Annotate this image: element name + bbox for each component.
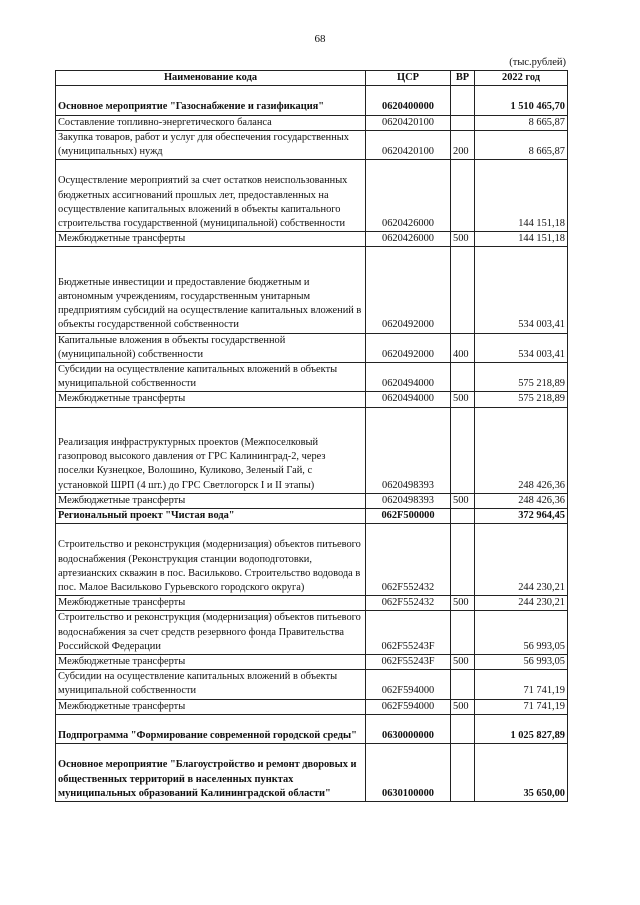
row-sum: 1 510 465,70 bbox=[475, 86, 568, 115]
header-sum: 2022 год bbox=[475, 71, 568, 86]
row-csr: 0620492000 bbox=[366, 333, 451, 362]
table-row bbox=[56, 130, 568, 159]
row-sum: 144 151,18 bbox=[475, 160, 568, 232]
row-name: Строительство и реконструкция (модернизация) объектов питьевого водоснабжения (Реконструкция станции водоподготовки, артезианских скважин в пос. Васильково. Строительство водовода в пос. Малое Васильково Гурьевского городского округа) bbox=[56, 524, 366, 596]
row-csr: 0620400000 bbox=[366, 86, 451, 115]
row-name: Основное мероприятие "Газоснабжение и газификация" bbox=[56, 86, 366, 115]
row-vr bbox=[451, 160, 475, 232]
row-vr bbox=[451, 744, 475, 802]
header-row bbox=[56, 71, 568, 86]
table-row bbox=[56, 714, 568, 743]
row-sum: 35 650,00 bbox=[475, 744, 568, 802]
row-name: Межбюджетные трансферты bbox=[56, 596, 366, 611]
table-row bbox=[56, 86, 568, 115]
row-vr bbox=[451, 247, 475, 333]
row-vr bbox=[451, 714, 475, 743]
row-name: Реализация инфраструктурных проектов (Межпоселковый газопровод высокого давления от ГРС Калининград-2, через поселки Кузнецкое, Волошино, Куликово, Зеленый Гай, с установкой ШРП (4 шт.) до ГРС Светлогорск I и II этапы) bbox=[56, 407, 366, 493]
row-sum: 56 993,05 bbox=[475, 611, 568, 655]
row-name: Основное мероприятие "Благоустройство и ремонт дворовых и общественных территорий в населенных пунктах муниципальных образований Калининградской области" bbox=[56, 744, 366, 802]
row-name: Межбюджетные трансферты bbox=[56, 392, 366, 407]
table-row bbox=[56, 407, 568, 493]
row-sum: 244 230,21 bbox=[475, 524, 568, 596]
row-vr: 500 bbox=[451, 596, 475, 611]
row-csr: 0620420100 bbox=[366, 130, 451, 159]
row-name: Региональный проект "Чистая вода" bbox=[56, 509, 366, 524]
header-csr: ЦСР bbox=[366, 71, 451, 86]
page-number: 68 bbox=[314, 33, 326, 45]
row-vr bbox=[451, 407, 475, 493]
header-name: Наименование кода bbox=[56, 71, 366, 86]
row-csr: 0630000000 bbox=[366, 714, 451, 743]
row-csr: 062F552432 bbox=[366, 524, 451, 596]
table-row bbox=[56, 655, 568, 670]
row-name: Межбюджетные трансферты bbox=[56, 655, 366, 670]
row-sum: 534 003,41 bbox=[475, 333, 568, 362]
table-row bbox=[56, 596, 568, 611]
table-row bbox=[56, 670, 568, 699]
row-vr bbox=[451, 611, 475, 655]
row-sum: 8 665,87 bbox=[475, 115, 568, 130]
table-row bbox=[56, 115, 568, 130]
row-csr: 0620426000 bbox=[366, 232, 451, 247]
row-sum: 534 003,41 bbox=[475, 247, 568, 333]
table-row bbox=[56, 363, 568, 392]
row-sum: 575 218,89 bbox=[475, 363, 568, 392]
row-vr: 400 bbox=[451, 333, 475, 362]
table-row bbox=[56, 509, 568, 524]
table-body bbox=[56, 86, 568, 802]
row-csr: 0620498393 bbox=[366, 407, 451, 493]
row-csr: 062F55243F bbox=[366, 655, 451, 670]
budget-table bbox=[55, 70, 568, 802]
row-name: Подпрограмма "Формирование современной городской среды" bbox=[56, 714, 366, 743]
row-csr: 062F594000 bbox=[366, 670, 451, 699]
row-csr: 062F55243F bbox=[366, 611, 451, 655]
table-row bbox=[56, 611, 568, 655]
row-vr: 200 bbox=[451, 130, 475, 159]
row-vr bbox=[451, 115, 475, 130]
table-row bbox=[56, 247, 568, 333]
row-name: Строительство и реконструкция (модернизация) объектов питьевого водоснабжения за счет средств резервного фонда Правительства Российской Федерации bbox=[56, 611, 366, 655]
table-row bbox=[56, 699, 568, 714]
row-csr: 0620498393 bbox=[366, 493, 451, 508]
row-name: Закупка товаров, работ и услуг для обеспечения государственных (муниципальных) нужд bbox=[56, 130, 366, 159]
row-vr bbox=[451, 670, 475, 699]
row-vr: 500 bbox=[451, 232, 475, 247]
row-csr: 062F500000 bbox=[366, 509, 451, 524]
row-name: Субсидии на осуществление капитальных вложений в объекты муниципальной собственности bbox=[56, 363, 366, 392]
row-name: Бюджетные инвестиции и предоставление бюджетным и автономным учреждениям, государственным унитарным предприятиям субсидий на осуществление капитальных вложений в объекты государственной собственности bbox=[56, 247, 366, 333]
row-csr: 0620494000 bbox=[366, 363, 451, 392]
header-vr: ВР bbox=[451, 71, 475, 86]
row-vr bbox=[451, 524, 475, 596]
row-name: Капитальные вложения в объекты государственной (муниципальной) собственности bbox=[56, 333, 366, 362]
row-csr: 062F552432 bbox=[366, 596, 451, 611]
table-row bbox=[56, 160, 568, 232]
row-csr: 0620494000 bbox=[366, 392, 451, 407]
table-row bbox=[56, 744, 568, 802]
row-sum: 248 426,36 bbox=[475, 493, 568, 508]
row-sum: 71 741,19 bbox=[475, 699, 568, 714]
row-csr: 0620420100 bbox=[366, 115, 451, 130]
row-csr: 062F594000 bbox=[366, 699, 451, 714]
row-vr: 500 bbox=[451, 655, 475, 670]
row-csr: 0620492000 bbox=[366, 247, 451, 333]
row-vr: 500 bbox=[451, 392, 475, 407]
row-sum: 248 426,36 bbox=[475, 407, 568, 493]
row-csr: 0620426000 bbox=[366, 160, 451, 232]
row-name: Субсидии на осуществление капитальных вложений в объекты муниципальной собственности bbox=[56, 670, 366, 699]
row-sum: 244 230,21 bbox=[475, 596, 568, 611]
row-name: Составление топливно-энергетического баланса bbox=[56, 115, 366, 130]
row-vr bbox=[451, 86, 475, 115]
table-row bbox=[56, 493, 568, 508]
row-sum: 1 025 827,89 bbox=[475, 714, 568, 743]
row-sum: 56 993,05 bbox=[475, 655, 568, 670]
row-sum: 8 665,87 bbox=[475, 130, 568, 159]
units-label: (тыс.рублей) bbox=[509, 57, 566, 68]
table-row bbox=[56, 524, 568, 596]
row-name: Межбюджетные трансферты bbox=[56, 493, 366, 508]
row-sum: 71 741,19 bbox=[475, 670, 568, 699]
row-vr bbox=[451, 363, 475, 392]
row-sum: 575 218,89 bbox=[475, 392, 568, 407]
row-vr: 500 bbox=[451, 493, 475, 508]
table-row bbox=[56, 392, 568, 407]
table-row bbox=[56, 333, 568, 362]
table-row bbox=[56, 232, 568, 247]
row-name: Межбюджетные трансферты bbox=[56, 232, 366, 247]
row-csr: 0630100000 bbox=[366, 744, 451, 802]
row-sum: 372 964,45 bbox=[475, 509, 568, 524]
row-name: Межбюджетные трансферты bbox=[56, 699, 366, 714]
row-name: Осуществление мероприятий за счет остатков неиспользованных бюджетных ассигнований прошлых лет, предоставленных на осуществление капитальных вложений в объекты капитального строительства государственной (муниципальной) собственности bbox=[56, 160, 366, 232]
row-vr: 500 bbox=[451, 699, 475, 714]
row-vr bbox=[451, 509, 475, 524]
row-sum: 144 151,18 bbox=[475, 232, 568, 247]
